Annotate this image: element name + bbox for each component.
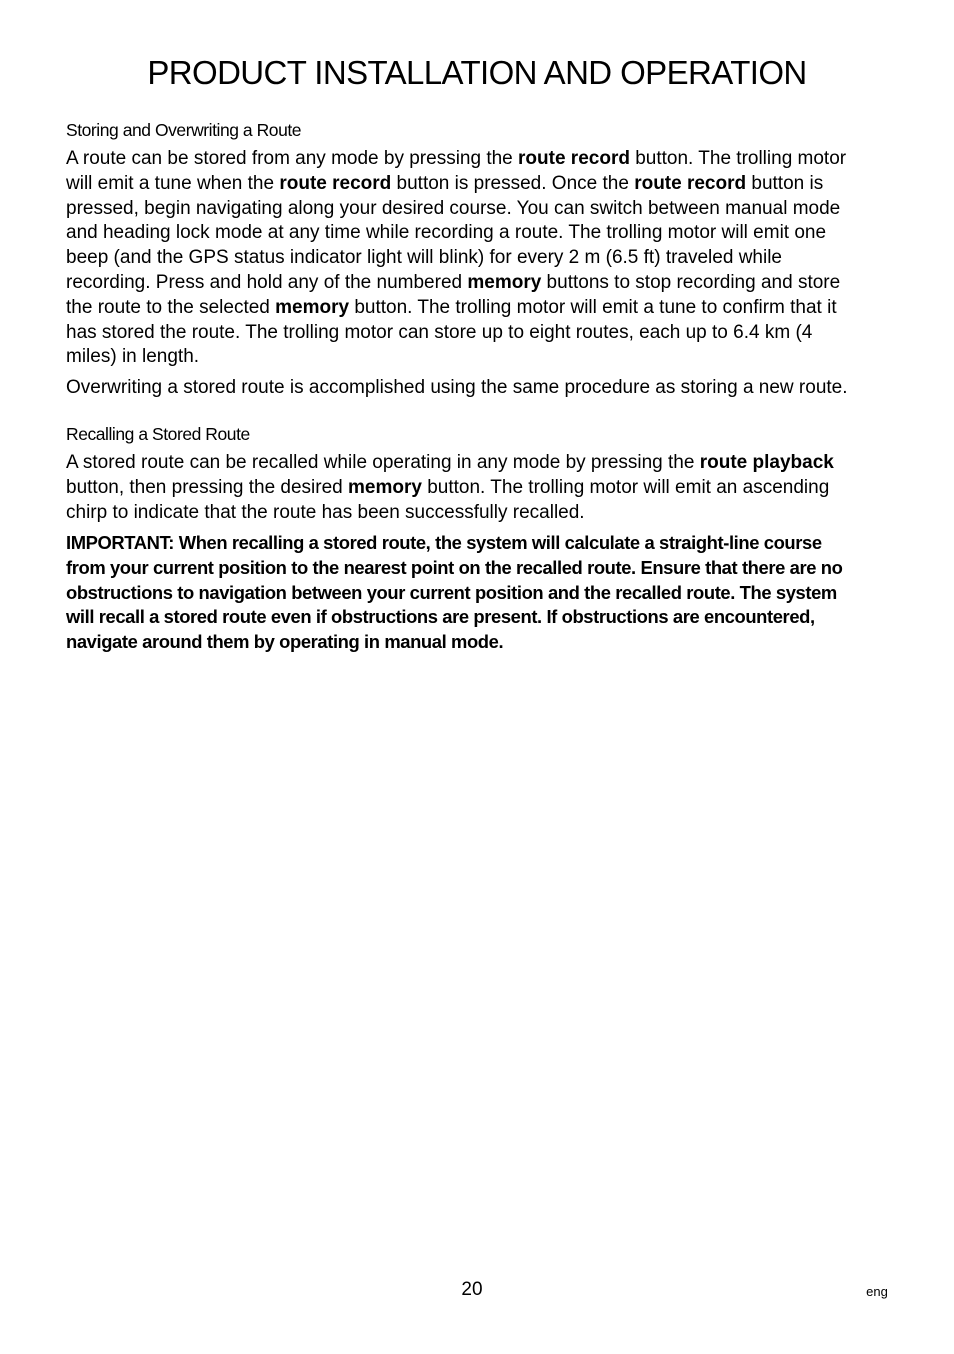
paragraph-overwriting-route — [66, 376, 856, 401]
section-heading-storing-route: Storing and Overwriting a Route — [66, 120, 302, 140]
bold-term-memory: memory — [467, 271, 542, 293]
text-run: button. The trolling motor will emit a tune when the — [66, 148, 847, 194]
page-title: PRODUCT INSTALLATION AND OPERATION — [147, 54, 807, 91]
text-run: button. The trolling motor will emit an ascending chirp to indicate that the route has been successfully recalled. — [66, 476, 830, 523]
text-run: button is pressed, begin navigating along your desired course. You can switch between manual mode and heading lock mode at any time while recording a route. The trolling motor will emit one beep (and the GPS status indicator light will blink) for every 2 m (6.5 ft) traveled while recording. Press and hold any of the numbered — [66, 172, 841, 293]
page-number: 20 — [461, 1279, 483, 1300]
bold-term-route-playback: route playback — [699, 451, 834, 473]
page-content — [66, 117, 856, 654]
bold-term-memory: memory — [348, 476, 422, 498]
text-run: A route can be stored from any mode by pressing the — [66, 148, 519, 169]
text-run: A stored route can be recalled while operating in any mode by pressing the — [66, 451, 700, 473]
text-run: button. The trolling motor will emit a tune to confirm that it has stored the route. The trolling motor can store up to eight routes, each up to 6.4 km (4 miles) in length. — [66, 296, 837, 368]
paragraph-recalling-route — [66, 451, 856, 525]
bold-term-route-record: route record — [279, 172, 392, 194]
text-run: button is pressed. Once the — [391, 172, 635, 194]
bold-term-memory: memory — [275, 296, 350, 318]
important-notice: IMPORTANT: When recalling a stored route, the system will calculate a straight-line course from your current position to the nearest point on the recalled route. Ensure that there are no obstructions to navigation between your current position and the recalled route. The system will recall a stored route even if obstructions are present. If obstructions are encountered, navigate around them by operating in manual mode. — [66, 532, 843, 652]
bold-term-route-record: route record — [634, 172, 747, 194]
text-run: button, then pressing the desired — [66, 476, 349, 498]
text-run: Overwriting a stored route is accomplished using the same procedure as storing a new route. — [66, 377, 848, 399]
text-run: buttons to stop recording and store the route to the selected — [66, 271, 841, 318]
section-heading-recalling-route: Recalling a Stored Route — [66, 423, 250, 444]
language-code: eng — [866, 1284, 888, 1299]
bold-term-route-record: route record — [518, 148, 630, 169]
paragraph-storing-route — [66, 147, 856, 370]
